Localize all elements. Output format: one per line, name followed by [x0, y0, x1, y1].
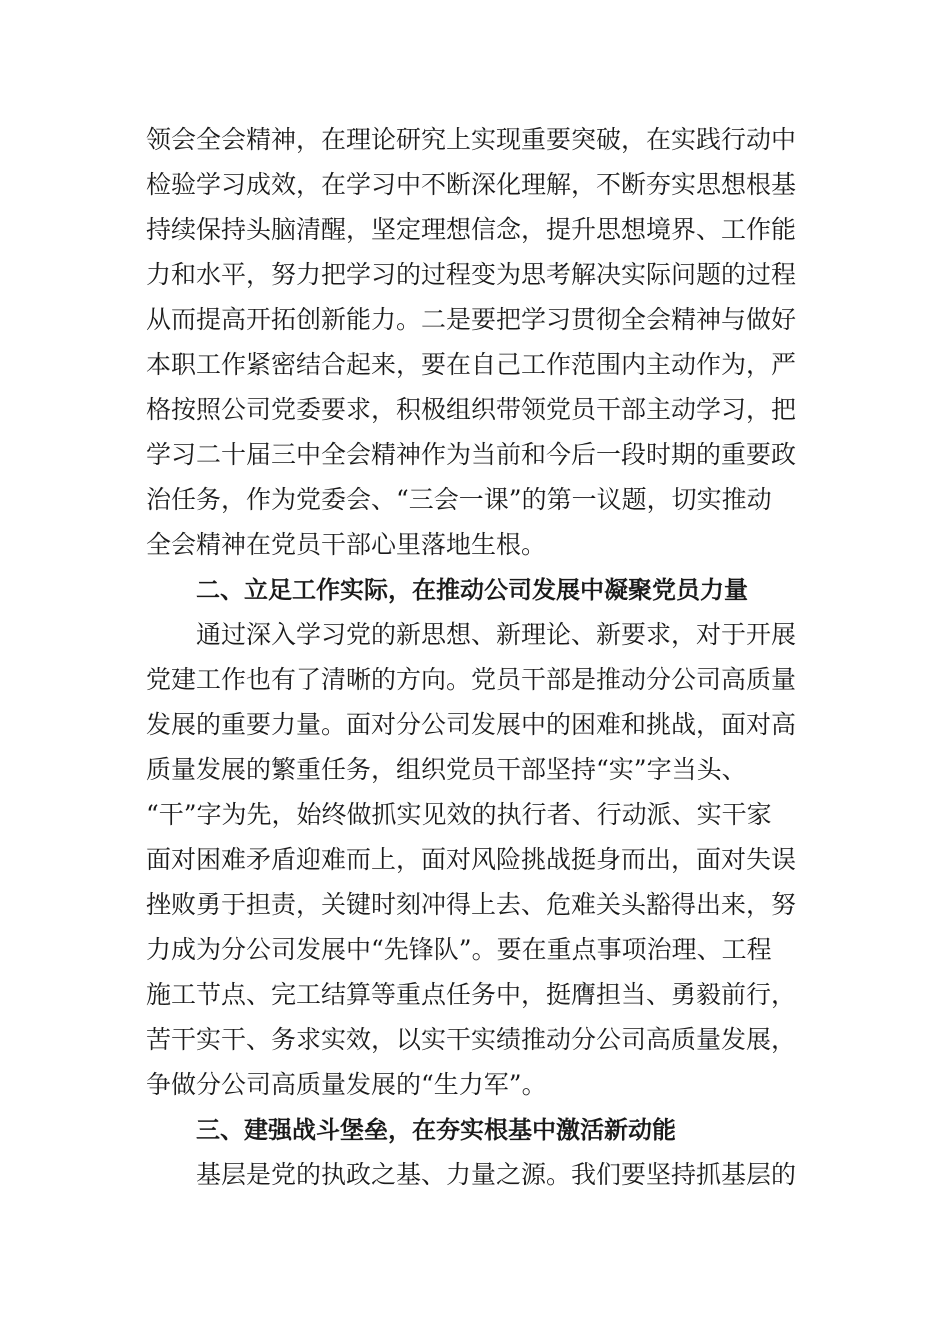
paragraph-2-line-4: 质量发展的繁重任务，组织党员干部坚持“实”字当头、 — [146, 755, 747, 784]
paragraph-3-line-1: 基层是党的执政之基、力量之源。我们要坚持抓基层的 — [196, 1160, 797, 1189]
paragraph-2-line-3: 发展的重要力量。面对分公司发展中的困难和挑战，面对高 — [146, 710, 797, 739]
paragraph-1-line-4: 力和水平，努力把学习的过程变为思考解决实际问题的过程 — [146, 260, 797, 289]
paragraph-2-line-7: 挫败勇于担责，关键时刻冲得上去、危难关头豁得出来，努 — [146, 890, 797, 919]
paragraph-2-line-2: 党建工作也有了清晰的方向。党员干部是推动分公司高质量 — [146, 665, 797, 694]
section-heading-2: 二、立足工作实际，在推动公司发展中凝聚党员力量 — [196, 576, 748, 604]
paragraph-2-line-8: 力成为分公司发展中“先锋队”。要在重点事项治理、工程 — [146, 935, 772, 964]
paragraph-2-line-11: 争做分公司高质量发展的“生力军”。 — [146, 1070, 547, 1099]
paragraph-1-line-10: 全会精神在党员干部心里落地生根。 — [146, 530, 547, 559]
paragraph-2-line-5: “干”字为先，始终做抓实见效的执行者、行动派、实干家 — [146, 800, 772, 829]
paragraph-2-line-9: 施工节点、完工结算等重点任务中，挺膺担当、勇毅前行， — [146, 980, 797, 1009]
paragraph-1-line-5: 从而提高开拓创新能力。二是要把学习贯彻全会精神与做好 — [146, 305, 797, 334]
paragraph-1-line-8: 学习二十届三中全会精神作为当前和今后一段时期的重要政 — [146, 440, 797, 469]
paragraph-2-line-6: 面对困难矛盾迎难而上，面对风险挑战挺身而出，面对失误 — [146, 845, 797, 874]
paragraph-1-line-3: 持续保持头脑清醒，坚定理想信念，提升思想境界、工作能 — [146, 215, 797, 244]
paragraph-1-line-1: 领会全会精神，在理论研究上实现重要突破，在实践行动中 — [146, 125, 797, 154]
paragraph-2-line-10: 苦干实干、务求实效，以实干实绩推动分公司高质量发展， — [146, 1025, 797, 1054]
paragraph-1-line-2: 检验学习成效，在学习中不断深化理解，不断夯实思想根基 — [146, 170, 797, 199]
paragraph-1-line-9: 治任务，作为党委会、“三会一课”的第一议题，切实推动 — [146, 485, 772, 514]
section-heading-3: 三、建强战斗堡垒，在夯实根基中激活新动能 — [196, 1116, 676, 1144]
paragraph-1-line-7: 格按照公司党委要求，积极组织带领党员干部主动学习，把 — [146, 395, 797, 424]
paragraph-2-line-1: 通过深入学习党的新思想、新理论、新要求，对于开展 — [196, 620, 797, 649]
paragraph-1-line-6: 本职工作紧密结合起来，要在自己工作范围内主动作为，严 — [146, 350, 797, 379]
